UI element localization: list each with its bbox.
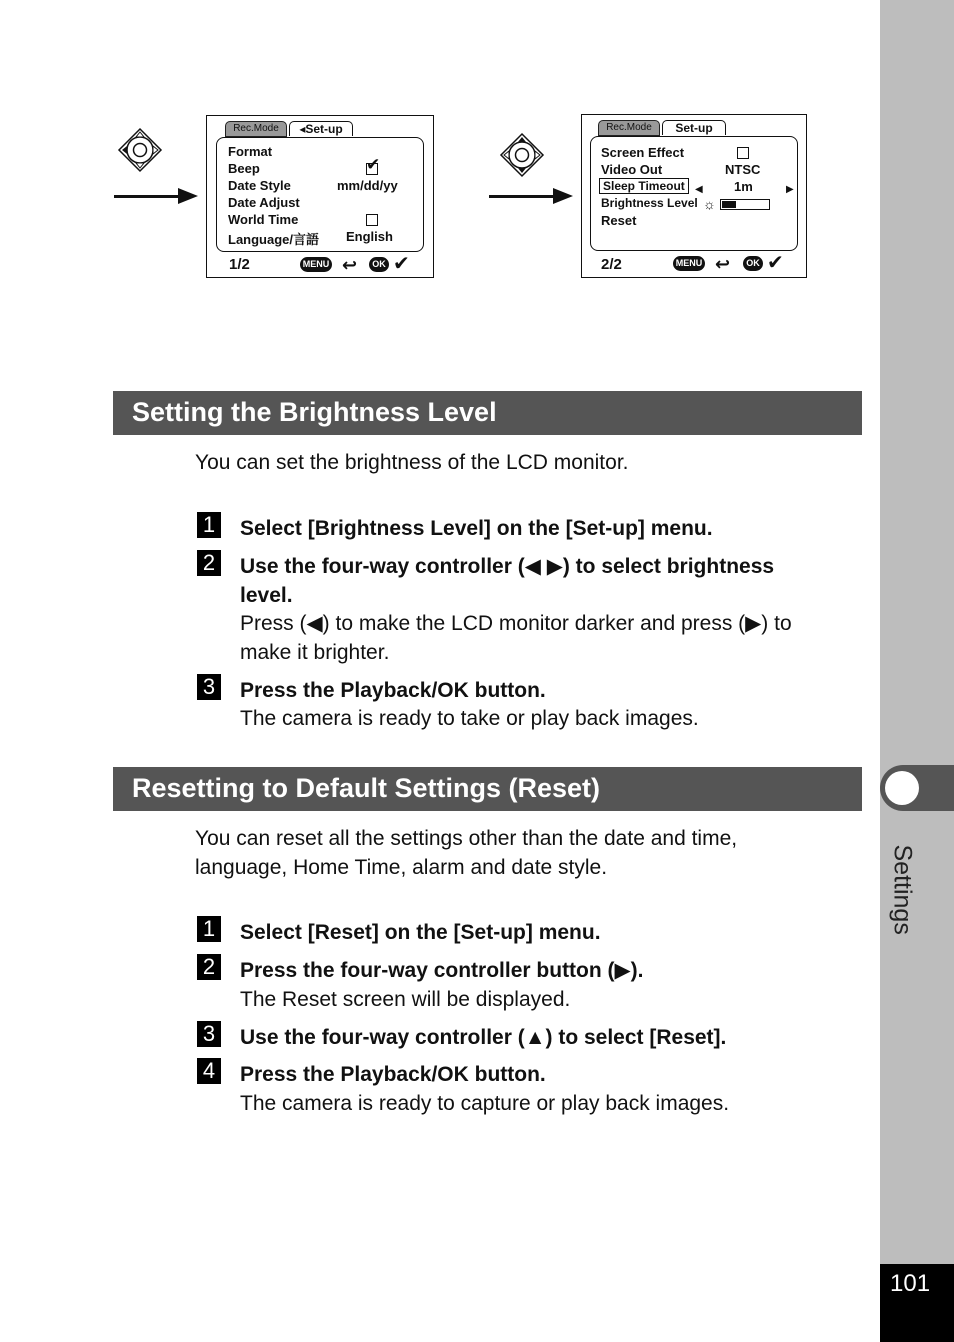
brightness-bar (720, 199, 770, 210)
step-description-cont: make it brighter. (240, 641, 390, 664)
back-arrow-icon: ↩ (715, 254, 731, 274)
tab-setup: ◂Set-up (289, 121, 353, 136)
menu-item-sleep-timeout-selected: Sleep Timeout (599, 178, 689, 194)
ok-button-icon: OK (369, 257, 389, 272)
sidebar-section-label: Settings (888, 844, 917, 935)
video-out-value: NTSC (725, 162, 761, 177)
step-number: 2 (197, 550, 221, 576)
screen-effect-checkbox (737, 147, 749, 159)
step-number: 1 (197, 916, 221, 942)
page-number-box (880, 1264, 954, 1342)
checkmark-icon: ✔ (366, 155, 381, 174)
section-heading-reset (113, 767, 862, 811)
date-style-value: mm/dd/yy (337, 178, 398, 193)
brightness-bar-fill (722, 201, 736, 208)
sidebar-tab-marker (885, 771, 919, 805)
sun-icon: ☼ (703, 196, 716, 212)
menu-item-screen-effect: Screen Effect (601, 145, 685, 160)
checkmark-icon: ✔ (393, 253, 410, 275)
step-number: 2 (197, 954, 221, 980)
section-intro: You can reset all the settings other than the date and time, (195, 827, 738, 850)
sleep-timeout-value: 1m (734, 179, 753, 194)
menu-item-date-adjust: Date Adjust (228, 195, 300, 210)
four-way-controller-icon (117, 127, 163, 173)
section-heading-brightness (113, 391, 862, 435)
step-title: Press the four-way controller button (▶). (240, 959, 644, 982)
step-number: 4 (197, 1058, 221, 1084)
step-title: Select [Brightness Level] on the [Set-up] menu. (240, 517, 713, 540)
four-way-controller-icon (499, 132, 545, 178)
menu-item-reset: Reset (601, 213, 637, 228)
step-description: The camera is ready to capture or play back images. (240, 1092, 730, 1115)
checkmark-icon: ✔ (767, 252, 784, 274)
language-value: English (346, 229, 393, 244)
menu-item-video-out: Video Out (601, 162, 663, 177)
left-triangle-icon: ◀ (695, 184, 703, 195)
tab-setup: Set-up (662, 120, 726, 135)
section-intro: You can set the brightness of the LCD monitor. (195, 451, 629, 474)
back-arrow-icon: ↩ (342, 255, 358, 275)
step-title: Use the four-way controller (▲) to select [Reset]. (240, 1026, 727, 1049)
step-title: Press the Playback/OK button. (240, 679, 546, 702)
section-heading-text: Setting the Brightness Level (132, 397, 497, 427)
step-title: Select [Reset] on the [Set-up] menu. (240, 921, 601, 944)
menu-item-brightness-level: Brightness Level (601, 196, 698, 210)
section-heading-text: Resetting to Default Settings (Reset) (132, 773, 601, 803)
lcd-screen-setup-page2 (581, 114, 807, 278)
page-indicator: 2/2 (601, 256, 622, 273)
step-description: The Reset screen will be displayed. (240, 988, 571, 1011)
menu-item-format: Format (228, 144, 273, 159)
step-number: 1 (197, 512, 221, 538)
sidebar (880, 0, 954, 1342)
step-description: Press (◀) to make the LCD monitor darker and press (▶) to (240, 612, 792, 635)
arrow-right-icon (489, 195, 555, 198)
step-description: The camera is ready to take or play back images. (240, 707, 699, 730)
ok-button-icon: OK (743, 256, 763, 271)
right-triangle-icon: ▶ (786, 184, 794, 195)
page-indicator: 1/2 (229, 256, 250, 273)
page-number: 101 (890, 1270, 931, 1297)
step-number: 3 (197, 1021, 221, 1047)
section-intro-cont: language, Home Time, alarm and date style. (195, 856, 608, 879)
step-title-cont: level. (240, 584, 293, 607)
tab-rec-mode: Rec.Mode (225, 121, 287, 137)
menu-item-world-time: World Time (228, 212, 299, 227)
menu-item-beep: Beep (228, 161, 260, 176)
menu-button-icon: MENU (673, 256, 705, 271)
menu-button-icon: MENU (300, 257, 332, 272)
menu-item-language: Language/言語 (228, 232, 320, 247)
step-number: 3 (197, 674, 221, 700)
world-time-checkbox (366, 214, 378, 226)
step-title: Press the Playback/OK button. (240, 1063, 546, 1086)
arrow-right-icon (114, 195, 180, 198)
tab-rec-mode: Rec.Mode (598, 120, 660, 136)
menu-item-date-style: Date Style (228, 178, 291, 193)
lcd-screen-setup-page1 (206, 115, 434, 278)
step-title: Use the four-way controller (◀ ▶) to select brightness (240, 555, 775, 578)
